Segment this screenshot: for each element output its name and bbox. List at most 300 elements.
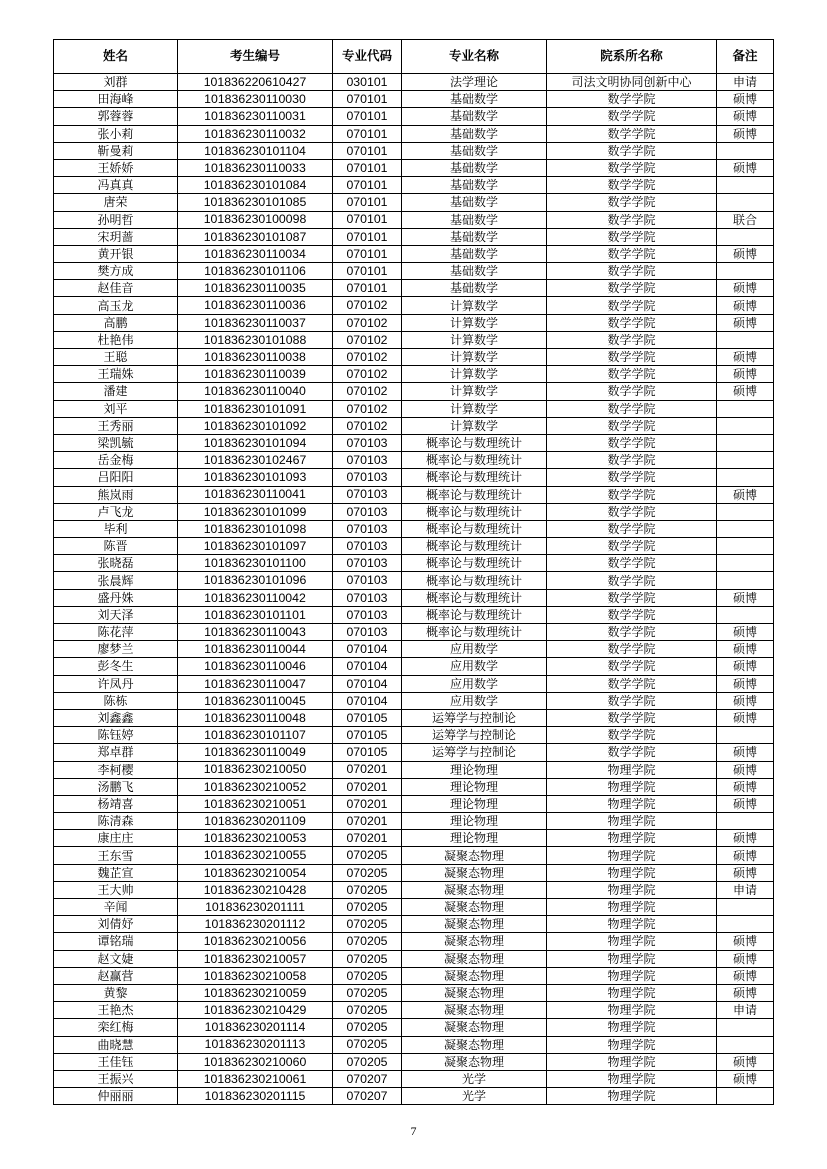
cell-exam-id: 101836230110035 [178, 280, 333, 297]
cell-major-code: 070205 [333, 847, 402, 864]
cell-remark: 硕博 [717, 245, 774, 262]
cell-name: 陈栋 [54, 692, 178, 709]
cell-name: 谭铭瑞 [54, 933, 178, 950]
table-row [54, 795, 774, 812]
cell-remark: 硕博 [717, 1070, 774, 1087]
cell-department: 物理学院 [547, 984, 717, 1001]
table-row [54, 280, 774, 297]
cell-department: 数学学院 [547, 349, 717, 366]
cell-major-code: 070102 [333, 417, 402, 434]
cell-exam-id: 101836230210059 [178, 984, 333, 1001]
cell-exam-id: 101836230101088 [178, 331, 333, 348]
table-row [54, 383, 774, 400]
cell-remark [717, 142, 774, 159]
cell-exam-id: 101836230110033 [178, 159, 333, 176]
table-row [54, 709, 774, 726]
cell-major-name: 凝聚态物理 [402, 933, 547, 950]
table-row [54, 142, 774, 159]
cell-exam-id: 101836230110043 [178, 624, 333, 641]
table-row [54, 778, 774, 795]
cell-exam-id: 101836230210051 [178, 795, 333, 812]
cell-major-code: 070101 [333, 245, 402, 262]
cell-major-name: 概率论与数理统计 [402, 555, 547, 572]
cell-name: 魏芷宣 [54, 864, 178, 881]
table-row [54, 950, 774, 967]
cell-major-name: 概率论与数理统计 [402, 538, 547, 555]
cell-remark: 申请 [717, 881, 774, 898]
header-row [54, 40, 774, 74]
cell-remark: 硕博 [717, 675, 774, 692]
cell-name: 靳曼莉 [54, 142, 178, 159]
cell-remark: 硕博 [717, 1053, 774, 1070]
cell-remark: 硕博 [717, 967, 774, 984]
cell-major-name: 基础数学 [402, 228, 547, 245]
cell-exam-id: 101836230102467 [178, 452, 333, 469]
cell-remark: 硕博 [717, 589, 774, 606]
cell-name: 孙明哲 [54, 211, 178, 228]
cell-major-name: 概率论与数理统计 [402, 624, 547, 641]
cell-department: 数学学院 [547, 108, 717, 125]
table-row [54, 177, 774, 194]
cell-department: 物理学院 [547, 916, 717, 933]
table-row [54, 314, 774, 331]
cell-major-name: 应用数学 [402, 692, 547, 709]
cell-name: 郭蓉蓉 [54, 108, 178, 125]
cell-exam-id: 101836230101096 [178, 572, 333, 589]
cell-exam-id: 101836230101092 [178, 417, 333, 434]
cell-major-code: 070103 [333, 469, 402, 486]
cell-major-name: 凝聚态物理 [402, 1053, 547, 1070]
cell-major-code: 070201 [333, 761, 402, 778]
cell-major-code: 070101 [333, 211, 402, 228]
cell-remark: 硕博 [717, 692, 774, 709]
cell-remark: 硕博 [717, 624, 774, 641]
cell-exam-id: 101836220610427 [178, 74, 333, 91]
cell-name: 曲晓慧 [54, 1036, 178, 1053]
cell-department: 数学学院 [547, 159, 717, 176]
cell-major-code: 070205 [333, 967, 402, 984]
cell-name: 栾红梅 [54, 1019, 178, 1036]
cell-exam-id: 101836230101101 [178, 606, 333, 623]
cell-remark: 申请 [717, 1002, 774, 1019]
table-row [54, 366, 774, 383]
cell-major-code: 070102 [333, 400, 402, 417]
cell-major-code: 070201 [333, 830, 402, 847]
table-row [54, 624, 774, 641]
cell-major-name: 凝聚态物理 [402, 950, 547, 967]
cell-remark [717, 503, 774, 520]
cell-name: 张晓磊 [54, 555, 178, 572]
cell-major-name: 理论物理 [402, 761, 547, 778]
cell-major-code: 070105 [333, 727, 402, 744]
cell-major-name: 概率论与数理统计 [402, 503, 547, 520]
cell-department: 物理学院 [547, 881, 717, 898]
cell-major-name: 凝聚态物理 [402, 1036, 547, 1053]
cell-major-code: 070205 [333, 881, 402, 898]
cell-department: 物理学院 [547, 967, 717, 984]
cell-department: 数学学院 [547, 589, 717, 606]
cell-name: 王振兴 [54, 1070, 178, 1087]
cell-remark: 硕博 [717, 795, 774, 812]
cell-major-code: 070103 [333, 520, 402, 537]
cell-department: 物理学院 [547, 950, 717, 967]
cell-exam-id: 101836230110042 [178, 589, 333, 606]
cell-department: 数学学院 [547, 91, 717, 108]
cell-exam-id: 101836230210056 [178, 933, 333, 950]
cell-major-name: 光学 [402, 1070, 547, 1087]
cell-major-name: 理论物理 [402, 778, 547, 795]
cell-exam-id: 101836230110041 [178, 486, 333, 503]
cell-department: 物理学院 [547, 778, 717, 795]
cell-name: 杜艳伟 [54, 331, 178, 348]
cell-major-code: 070102 [333, 366, 402, 383]
header-name: 姓名 [54, 40, 178, 74]
cell-name: 毕利 [54, 520, 178, 537]
cell-major-name: 理论物理 [402, 795, 547, 812]
cell-name: 李柯樱 [54, 761, 178, 778]
cell-name: 刘鑫鑫 [54, 709, 178, 726]
cell-department: 数学学院 [547, 606, 717, 623]
cell-major-name: 法学理论 [402, 74, 547, 91]
cell-name: 王瑞姝 [54, 366, 178, 383]
header-remark: 备注 [717, 40, 774, 74]
table-row [54, 74, 774, 91]
table-row [54, 1019, 774, 1036]
cell-department: 数学学院 [547, 469, 717, 486]
cell-exam-id: 101836230101084 [178, 177, 333, 194]
cell-major-name: 计算数学 [402, 314, 547, 331]
cell-exam-id: 101836230101107 [178, 727, 333, 744]
cell-major-code: 070101 [333, 280, 402, 297]
cell-exam-id: 101836230101104 [178, 142, 333, 159]
cell-name: 廖梦兰 [54, 641, 178, 658]
cell-exam-id: 101836230201115 [178, 1088, 333, 1105]
cell-major-name: 应用数学 [402, 658, 547, 675]
cell-major-name: 光学 [402, 1088, 547, 1105]
cell-remark: 硕博 [717, 349, 774, 366]
cell-department: 数学学院 [547, 297, 717, 314]
cell-major-code: 070102 [333, 349, 402, 366]
cell-major-code: 070101 [333, 108, 402, 125]
cell-major-code: 070101 [333, 228, 402, 245]
cell-remark: 硕博 [717, 159, 774, 176]
cell-name: 王艳杰 [54, 1002, 178, 1019]
cell-major-code: 030101 [333, 74, 402, 91]
cell-department: 数学学院 [547, 486, 717, 503]
header-major-code: 专业代码 [333, 40, 402, 74]
cell-exam-id: 101836230110039 [178, 366, 333, 383]
cell-department: 数学学院 [547, 142, 717, 159]
cell-name: 樊方成 [54, 263, 178, 280]
cell-exam-id: 101836230101094 [178, 434, 333, 451]
cell-major-code: 070101 [333, 263, 402, 280]
cell-remark: 硕博 [717, 641, 774, 658]
cell-major-name: 凝聚态物理 [402, 1002, 547, 1019]
cell-remark: 硕博 [717, 744, 774, 761]
cell-remark [717, 194, 774, 211]
cell-major-name: 概率论与数理统计 [402, 520, 547, 537]
cell-name: 刘倩妤 [54, 916, 178, 933]
cell-department: 物理学院 [547, 1036, 717, 1053]
cell-remark: 硕博 [717, 486, 774, 503]
cell-major-name: 基础数学 [402, 108, 547, 125]
cell-remark: 硕博 [717, 864, 774, 881]
cell-major-name: 概率论与数理统计 [402, 434, 547, 451]
cell-major-code: 070103 [333, 555, 402, 572]
cell-exam-id: 101836230201109 [178, 813, 333, 830]
cell-exam-id: 101836230110046 [178, 658, 333, 675]
cell-name: 熊岚雨 [54, 486, 178, 503]
cell-name: 汤鹏飞 [54, 778, 178, 795]
table-row [54, 864, 774, 881]
table-body [54, 74, 774, 1105]
table-row [54, 572, 774, 589]
cell-name: 宋玥蔷 [54, 228, 178, 245]
cell-remark: 硕博 [717, 108, 774, 125]
cell-remark: 硕博 [717, 933, 774, 950]
cell-department: 数学学院 [547, 331, 717, 348]
cell-exam-id: 101836230101091 [178, 400, 333, 417]
cell-department: 物理学院 [547, 1019, 717, 1036]
cell-name: 张晨辉 [54, 572, 178, 589]
cell-major-code: 070103 [333, 503, 402, 520]
cell-remark [717, 916, 774, 933]
cell-name: 王娇娇 [54, 159, 178, 176]
cell-name: 王聪 [54, 349, 178, 366]
cell-name: 王大帅 [54, 881, 178, 898]
table-row [54, 555, 774, 572]
cell-exam-id: 101836230210052 [178, 778, 333, 795]
cell-exam-id: 101836230101100 [178, 555, 333, 572]
cell-major-code: 070102 [333, 314, 402, 331]
cell-remark [717, 538, 774, 555]
cell-exam-id: 101836230210050 [178, 761, 333, 778]
cell-remark [717, 177, 774, 194]
cell-major-name: 基础数学 [402, 159, 547, 176]
cell-exam-id: 101836230110040 [178, 383, 333, 400]
cell-name: 王东雪 [54, 847, 178, 864]
table-row [54, 1088, 774, 1105]
cell-remark [717, 434, 774, 451]
cell-department: 司法文明协同创新中心 [547, 74, 717, 91]
cell-name: 吕阳阳 [54, 469, 178, 486]
cell-department: 数学学院 [547, 641, 717, 658]
cell-major-name: 凝聚态物理 [402, 967, 547, 984]
cell-department: 数学学院 [547, 692, 717, 709]
table-row [54, 486, 774, 503]
cell-name: 王秀丽 [54, 417, 178, 434]
cell-remark [717, 417, 774, 434]
cell-exam-id: 101836230101093 [178, 469, 333, 486]
table-row [54, 469, 774, 486]
cell-major-code: 070104 [333, 658, 402, 675]
cell-department: 物理学院 [547, 847, 717, 864]
cell-department: 数学学院 [547, 727, 717, 744]
cell-remark: 硕博 [717, 314, 774, 331]
cell-major-code: 070205 [333, 1019, 402, 1036]
cell-major-name: 应用数学 [402, 675, 547, 692]
cell-major-name: 运筹学与控制论 [402, 744, 547, 761]
cell-department: 数学学院 [547, 417, 717, 434]
table-row [54, 400, 774, 417]
cell-name: 黄黎 [54, 984, 178, 1001]
cell-major-name: 基础数学 [402, 177, 547, 194]
cell-name: 梁凯毓 [54, 434, 178, 451]
cell-department: 物理学院 [547, 761, 717, 778]
cell-major-code: 070201 [333, 813, 402, 830]
cell-name: 刘群 [54, 74, 178, 91]
cell-major-code: 070101 [333, 91, 402, 108]
cell-name: 赵赢营 [54, 967, 178, 984]
cell-remark [717, 1019, 774, 1036]
cell-major-name: 概率论与数理统计 [402, 606, 547, 623]
cell-name: 许凤丹 [54, 675, 178, 692]
cell-major-name: 理论物理 [402, 813, 547, 830]
cell-exam-id: 101836230110036 [178, 297, 333, 314]
table-row [54, 984, 774, 1001]
table-row [54, 331, 774, 348]
cell-major-name: 基础数学 [402, 125, 547, 142]
table-row [54, 847, 774, 864]
cell-major-code: 070103 [333, 589, 402, 606]
table-row [54, 744, 774, 761]
cell-remark: 硕博 [717, 830, 774, 847]
cell-name: 田海峰 [54, 91, 178, 108]
cell-major-code: 070205 [333, 950, 402, 967]
table-row [54, 228, 774, 245]
cell-exam-id: 101836230100098 [178, 211, 333, 228]
table-row [54, 263, 774, 280]
cell-exam-id: 101836230110044 [178, 641, 333, 658]
table-row [54, 916, 774, 933]
cell-department: 数学学院 [547, 572, 717, 589]
cell-exam-id: 101836230210060 [178, 1053, 333, 1070]
cell-department: 数学学院 [547, 194, 717, 211]
cell-name: 陈晋 [54, 538, 178, 555]
cell-department: 物理学院 [547, 899, 717, 916]
cell-exam-id: 101836230110045 [178, 692, 333, 709]
table-row [54, 658, 774, 675]
cell-department: 数学学院 [547, 280, 717, 297]
cell-major-name: 凝聚态物理 [402, 864, 547, 881]
table-header [54, 40, 774, 74]
cell-major-code: 070201 [333, 795, 402, 812]
table-row [54, 589, 774, 606]
cell-name: 陈钰婷 [54, 727, 178, 744]
cell-exam-id: 101836230101085 [178, 194, 333, 211]
cell-name: 康庄庄 [54, 830, 178, 847]
cell-department: 物理学院 [547, 933, 717, 950]
cell-major-code: 070205 [333, 864, 402, 881]
cell-exam-id: 101836230201113 [178, 1036, 333, 1053]
cell-department: 数学学院 [547, 245, 717, 262]
cell-exam-id: 101836230210055 [178, 847, 333, 864]
cell-department: 数学学院 [547, 624, 717, 641]
cell-major-code: 070104 [333, 675, 402, 692]
cell-name: 赵文婕 [54, 950, 178, 967]
cell-remark: 硕博 [717, 91, 774, 108]
cell-remark [717, 520, 774, 537]
cell-major-name: 基础数学 [402, 245, 547, 262]
cell-remark [717, 331, 774, 348]
cell-remark: 硕博 [717, 847, 774, 864]
cell-major-name: 基础数学 [402, 280, 547, 297]
cell-exam-id: 101836230201114 [178, 1019, 333, 1036]
cell-department: 物理学院 [547, 1002, 717, 1019]
cell-major-name: 计算数学 [402, 297, 547, 314]
cell-major-name: 理论物理 [402, 830, 547, 847]
cell-major-code: 070205 [333, 933, 402, 950]
cell-department: 数学学院 [547, 658, 717, 675]
cell-major-name: 计算数学 [402, 366, 547, 383]
cell-major-name: 凝聚态物理 [402, 881, 547, 898]
cell-name: 唐荣 [54, 194, 178, 211]
cell-major-name: 计算数学 [402, 383, 547, 400]
cell-major-name: 凝聚态物理 [402, 899, 547, 916]
table-row [54, 881, 774, 898]
cell-name: 王佳钰 [54, 1053, 178, 1070]
cell-department: 数学学院 [547, 452, 717, 469]
cell-remark: 硕博 [717, 280, 774, 297]
cell-major-name: 概率论与数理统计 [402, 589, 547, 606]
cell-major-code: 070103 [333, 606, 402, 623]
cell-major-code: 070101 [333, 142, 402, 159]
cell-exam-id: 101836230110034 [178, 245, 333, 262]
table-row [54, 349, 774, 366]
table-row [54, 761, 774, 778]
cell-remark [717, 606, 774, 623]
table-row [54, 538, 774, 555]
cell-exam-id: 101836230110030 [178, 91, 333, 108]
table-row [54, 194, 774, 211]
cell-department: 数学学院 [547, 366, 717, 383]
table-row [54, 159, 774, 176]
table-row [54, 1002, 774, 1019]
table-row [54, 813, 774, 830]
cell-department: 数学学院 [547, 177, 717, 194]
cell-name: 杨靖喜 [54, 795, 178, 812]
table-row [54, 503, 774, 520]
cell-department: 物理学院 [547, 1088, 717, 1105]
cell-major-name: 计算数学 [402, 331, 547, 348]
cell-name: 岳金梅 [54, 452, 178, 469]
cell-department: 物理学院 [547, 830, 717, 847]
cell-exam-id: 101836230110031 [178, 108, 333, 125]
cell-major-code: 070104 [333, 692, 402, 709]
cell-department: 数学学院 [547, 383, 717, 400]
cell-department: 数学学院 [547, 538, 717, 555]
cell-name: 高鹏 [54, 314, 178, 331]
cell-name: 张小莉 [54, 125, 178, 142]
cell-major-code: 070102 [333, 331, 402, 348]
cell-name: 辛闻 [54, 899, 178, 916]
cell-major-name: 计算数学 [402, 349, 547, 366]
table-row [54, 967, 774, 984]
cell-major-code: 070105 [333, 744, 402, 761]
cell-major-name: 运筹学与控制论 [402, 727, 547, 744]
header-department: 院系所名称 [547, 40, 717, 74]
cell-major-code: 070104 [333, 641, 402, 658]
cell-department: 数学学院 [547, 555, 717, 572]
cell-exam-id: 101836230101106 [178, 263, 333, 280]
cell-name: 陈花萍 [54, 624, 178, 641]
table-row [54, 606, 774, 623]
cell-major-name: 基础数学 [402, 142, 547, 159]
cell-department: 数学学院 [547, 263, 717, 280]
cell-name: 冯真真 [54, 177, 178, 194]
cell-major-name: 概率论与数理统计 [402, 572, 547, 589]
cell-remark [717, 1088, 774, 1105]
